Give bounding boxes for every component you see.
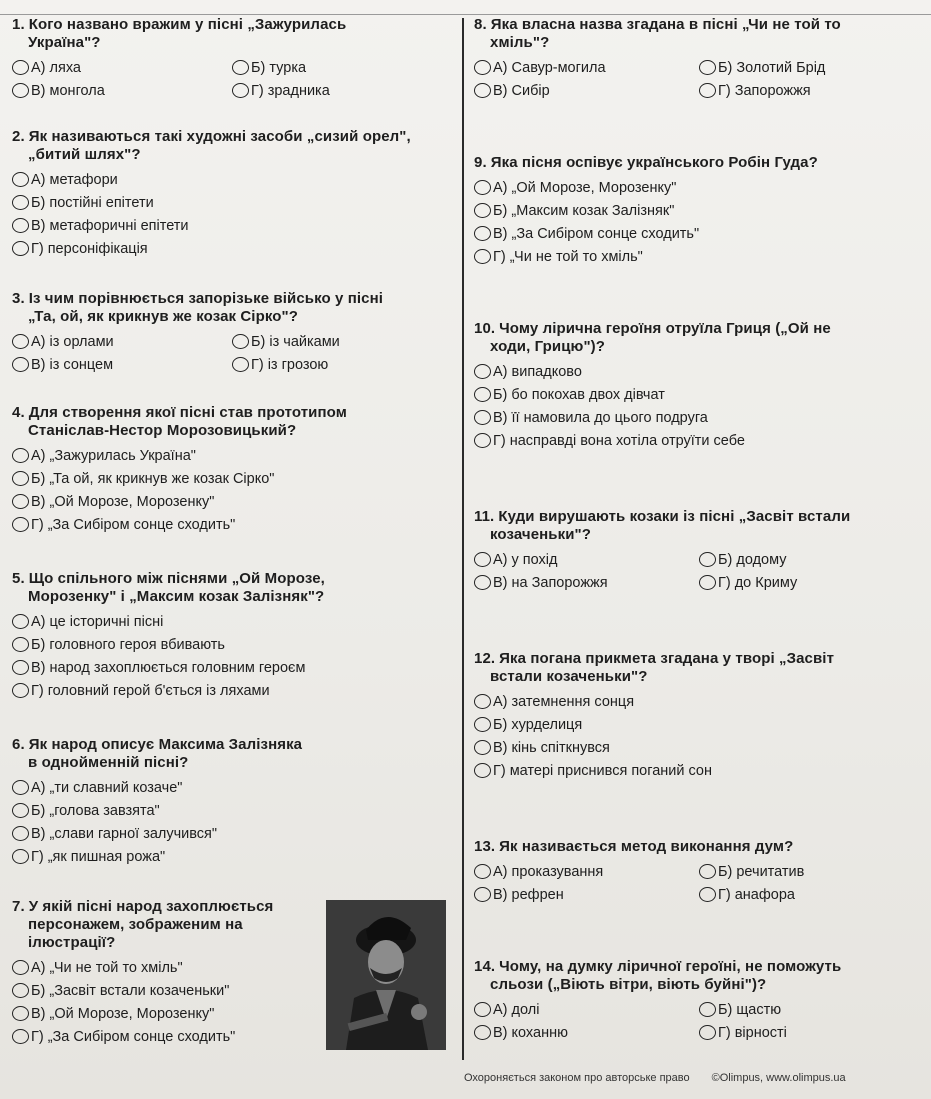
answer-option[interactable] [699,571,924,594]
answer-option-label: А) „Зажурилась Україна" [31,447,196,464]
answer-option[interactable] [12,214,452,237]
top-rule [0,14,931,15]
question-line: Чому лірична героїня отруїла Гриця („Ой не [499,320,831,337]
radio-circle-icon[interactable] [232,357,249,372]
question-7 [12,898,312,1048]
answer-option-label: В) „За Сибіром сонце сходить" [493,225,700,242]
answer-option[interactable] [699,548,924,571]
answer-option[interactable] [12,168,452,191]
answer-option[interactable] [12,1002,312,1025]
answer-option-label: В) із сонцем [31,356,114,373]
answer-option[interactable] [474,222,924,245]
answer-options [474,998,924,1044]
answer-option-label: Г) персоніфікація [31,240,148,257]
answer-option-label: В) „Ой Морозе, Морозенку" [31,493,215,510]
radio-circle-icon[interactable] [699,1002,716,1017]
answer-options [474,56,924,102]
radio-circle-icon[interactable] [12,357,29,372]
question-11 [474,508,924,594]
answer-option-label: Г) вірності [718,1024,787,1041]
answer-option-label: А) затемнення сонця [493,693,635,710]
answer-option[interactable] [699,860,924,883]
question-line: Яка власна назва згадана в пісні „Чи не той то [490,16,841,33]
question-line: Для створення якої пісні став прототипом [28,404,347,421]
radio-circle-icon[interactable] [474,694,491,709]
answer-option[interactable] [699,883,924,906]
answer-option-label: А) долі [493,1001,540,1018]
answer-option[interactable] [474,571,699,594]
radio-circle-icon[interactable] [474,226,491,241]
answer-option-label: В) „слави гарної залучився" [31,825,218,842]
answer-option[interactable] [474,406,924,429]
answer-option-label: Б) бо покохав двох дівчат [493,386,665,403]
question-number: 13. [474,838,496,855]
question-number: 11. [474,508,495,525]
question-text [474,838,924,856]
column-divider [462,18,464,1060]
answer-option[interactable] [12,79,232,102]
answer-option-label: Б) турка [251,59,307,76]
radio-circle-icon[interactable] [12,471,29,486]
answer-option[interactable] [474,429,924,452]
answer-option-label: Б) „Засвіт встали козаченьки" [31,982,230,999]
question-line: ілюстрації? [28,934,116,951]
footer [464,1072,931,1084]
answer-option[interactable] [474,713,924,736]
radio-circle-icon[interactable] [699,575,716,590]
answer-option[interactable] [474,56,699,79]
radio-circle-icon[interactable] [474,410,491,425]
question-12 [474,650,924,782]
answer-option[interactable] [232,79,452,102]
question-line: Як народ описує Максима Залізняка [28,736,303,753]
question-text [12,16,452,52]
radio-circle-icon[interactable] [12,494,29,509]
radio-circle-icon[interactable] [474,763,491,778]
answer-option-label: Г) головний герой б'ється із ляхами [31,682,270,699]
answer-options [12,956,312,1048]
question-line: Що спільного між піснями „Ой Морозе, [28,570,325,587]
question-text [12,128,452,164]
answer-option[interactable] [12,490,452,513]
question-9 [474,154,924,268]
answer-option[interactable] [12,330,232,353]
question-text [474,958,924,994]
answer-option[interactable] [474,1021,699,1044]
answer-option-label: Г) анафора [718,886,795,903]
answer-option-label: А) метафори [31,171,118,188]
radio-circle-icon[interactable] [12,960,29,975]
answer-options [12,444,452,536]
question-text [12,290,452,326]
question-text [474,650,924,686]
answer-option-label: Б) щастю [718,1001,782,1018]
answer-option[interactable] [232,56,452,79]
question-line: „битий шлях"? [28,146,141,163]
question-line: Яка погана прикмета згадана у творі „Засвіт [499,650,835,667]
radio-circle-icon[interactable] [474,364,491,379]
question-text [12,898,312,952]
answer-options [474,690,924,782]
answer-option[interactable] [12,191,452,214]
question-line: Куди вирушають козаки із пісні „Засвіт встали [498,508,851,525]
answer-option-label: В) монгола [31,82,105,99]
question-text [12,404,452,440]
radio-circle-icon[interactable] [474,740,491,755]
answer-option-label: Г) Запорожжя [718,82,811,99]
answer-option-label: А) Савур-могила [493,59,606,76]
answer-option[interactable] [12,956,312,979]
answer-option[interactable] [474,690,924,713]
question-line: сльози („Віють вітри, віють буйні")? [490,976,767,993]
radio-circle-icon[interactable] [12,803,29,818]
question-number: 2. [12,128,25,145]
answer-option-label: Г) зрадника [251,82,330,99]
radio-circle-icon[interactable] [699,1025,716,1040]
answer-option-label: Б) головного героя вбивають [31,636,225,653]
answer-option[interactable] [474,759,924,782]
answer-option[interactable] [12,610,452,633]
answer-options [474,360,924,452]
answer-option-label: В) кінь спіткнувся [493,739,610,756]
answer-option-label: Б) додому [718,551,787,568]
answer-option-label: Г) із грозою [251,356,329,373]
radio-circle-icon[interactable] [12,172,29,187]
question-line: У якій пісні народ захоплюється [28,898,274,915]
answer-options [12,610,452,702]
answer-option-label: Б) „Та ой, як крикнув же козак Сірко" [31,470,275,487]
question-number: 10. [474,320,496,337]
radio-circle-icon[interactable] [474,864,491,879]
question-4 [12,404,452,536]
answer-option[interactable] [699,79,924,102]
answer-option[interactable] [474,383,924,406]
question-line: встали козаченьки"? [490,668,648,685]
answer-option[interactable] [12,467,452,490]
answer-option-label: Б) речитатив [718,863,805,880]
question-number: 12. [474,650,496,667]
radio-circle-icon[interactable] [699,552,716,567]
answer-option[interactable] [699,998,924,1021]
radio-circle-icon[interactable] [474,180,491,195]
radio-circle-icon[interactable] [474,387,491,402]
question-number: 3. [12,290,25,307]
radio-circle-icon[interactable] [12,637,29,652]
question-10 [474,320,924,452]
answer-option[interactable] [12,237,452,260]
radio-circle-icon[interactable] [474,249,491,264]
radio-circle-icon[interactable] [12,826,29,841]
answer-option[interactable] [12,799,452,822]
question-line: в однойменній пісні? [28,754,189,771]
radio-circle-icon[interactable] [12,614,29,629]
radio-circle-icon[interactable] [474,1002,491,1017]
answer-option[interactable] [12,979,312,1002]
question-text [474,320,924,356]
question-number: 8. [474,16,487,33]
answer-option-label: Б) хурделиця [493,716,583,733]
answer-option-label: В) Сибір [493,82,550,99]
question-6 [12,736,452,868]
answer-option[interactable] [474,860,699,883]
answer-option-label: А) „ти славний козаче" [31,779,183,796]
radio-circle-icon[interactable] [474,83,491,98]
answer-option-label: Г) насправді вона хотіла отруїти себе [493,432,745,449]
radio-circle-icon[interactable] [474,433,491,448]
answer-option-label: Б) постійні епітети [31,194,154,211]
answer-option-label: Б) „голова завзята" [31,802,160,819]
radio-circle-icon[interactable] [232,334,249,349]
radio-circle-icon[interactable] [474,1025,491,1040]
answer-option-label: Г) „За Сибіром сонце сходить" [31,1028,236,1045]
radio-circle-icon[interactable] [12,1006,29,1021]
answer-option[interactable] [12,1025,312,1048]
answer-option-label: Б) Золотий Брід [718,59,826,76]
radio-circle-icon[interactable] [474,203,491,218]
radio-circle-icon[interactable] [12,83,29,98]
answer-option[interactable] [12,353,232,376]
cossack-portrait-icon [326,900,446,1050]
answer-option-label: А) у похід [493,551,558,568]
question-line: хміль"? [490,34,550,51]
copyright-note: Охороняється законом про авторське право [464,1072,690,1084]
question-line: персонажем, зображеним на [28,916,243,933]
question-text [12,736,452,772]
answer-option[interactable] [474,360,924,383]
question-line: Яка пісня оспівує українського Робін Гуда? [490,154,818,171]
answer-option-label: В) на Запорожжя [493,574,608,591]
answer-options [12,56,452,102]
question-line: Кого названо вражим у пісні „Зажурилась [28,16,347,33]
answer-option[interactable] [699,1021,924,1044]
question-number: 5. [12,570,25,587]
question-text [12,570,452,606]
question-line: Як називається метод виконання дум? [499,838,794,855]
radio-circle-icon[interactable] [12,683,29,698]
answer-options [474,176,924,268]
question-number: 9. [474,154,487,171]
radio-circle-icon[interactable] [699,83,716,98]
answer-option[interactable] [12,656,452,679]
answer-option[interactable] [12,633,452,656]
radio-circle-icon[interactable] [12,448,29,463]
radio-circle-icon[interactable] [12,241,29,256]
answer-options [12,168,452,260]
radio-circle-icon[interactable] [12,334,29,349]
question-2 [12,128,452,260]
answer-option-label: Г) матері приснився поганий сон [493,762,712,779]
radio-circle-icon[interactable] [699,887,716,902]
answer-option[interactable] [232,330,452,353]
question-number: 4. [12,404,25,421]
answer-option[interactable] [12,822,452,845]
answer-option-label: Г) „За Сибіром сонце сходить" [31,516,236,533]
answer-option-label: А) із орлами [31,333,114,350]
answer-options [12,330,452,376]
radio-circle-icon[interactable] [12,1029,29,1044]
answer-option-label: В) „Ой Морозе, Морозенку" [31,1005,215,1022]
question-line: Чому, на думку ліричної героїні, не поможуть [499,958,842,975]
answer-option-label: А) випадково [493,363,582,380]
answer-option-label: А) „Чи не той то хміль" [31,959,183,976]
radio-circle-icon[interactable] [12,218,29,233]
question-14 [474,958,924,1044]
radio-circle-icon[interactable] [12,195,29,210]
radio-circle-icon[interactable] [12,517,29,532]
answer-option[interactable] [12,845,452,868]
question-text [474,508,924,544]
question-number: 7. [12,898,25,915]
answer-option[interactable] [12,513,452,536]
question-line: Як називаються такі художні засоби „сизий орел", [28,128,411,145]
radio-circle-icon[interactable] [12,780,29,795]
answer-option[interactable] [474,245,924,268]
radio-circle-icon[interactable] [699,60,716,75]
publisher-link[interactable]: ©Olimpus, www.olimpus.ua [711,1072,846,1084]
answer-option[interactable] [232,353,452,376]
answer-option[interactable] [12,444,452,467]
answer-options [12,776,452,868]
radio-circle-icon[interactable] [232,60,249,75]
cossack-illustration [326,900,446,1050]
radio-circle-icon[interactable] [12,983,29,998]
answer-options [474,860,924,906]
answer-option[interactable] [474,79,699,102]
answer-option-label: Б) із чайками [251,333,340,350]
question-line: ходи, Грицю")? [490,338,606,355]
question-number: 6. [12,736,25,753]
answer-option[interactable] [699,56,924,79]
answer-option[interactable] [12,776,452,799]
question-13 [474,838,924,906]
answer-option-label: В) метафоричні епітети [31,217,189,234]
question-line: „Та, ой, як крикнув же козак Сірко"? [28,308,298,325]
radio-circle-icon[interactable] [474,60,491,75]
radio-circle-icon[interactable] [12,660,29,675]
answer-option-label: А) проказування [493,863,604,880]
question-number: 1. [12,16,25,33]
answer-option-label: В) рефрен [493,886,564,903]
question-text [474,16,924,52]
answer-option[interactable] [474,736,924,759]
question-line: Морозенку" і „Максим козак Залізняк"? [28,588,325,605]
answer-option-label: Г) до Криму [718,574,798,591]
question-5 [12,570,452,702]
radio-circle-icon[interactable] [474,887,491,902]
answer-options [474,548,924,594]
answer-option[interactable] [474,883,699,906]
answer-option-label: А) це історичні пісні [31,613,164,630]
radio-circle-icon[interactable] [474,717,491,732]
answer-option-label: В) коханню [493,1024,568,1041]
answer-option[interactable] [474,548,699,571]
question-3 [12,290,452,376]
radio-circle-icon[interactable] [232,83,249,98]
answer-option[interactable] [474,998,699,1021]
question-text [474,154,924,172]
question-line: Із чим порівнюється запорізьке військо у пісні [28,290,384,307]
answer-option-label: А) ляха [31,59,81,76]
answer-option[interactable] [474,199,924,222]
answer-option[interactable] [12,679,452,702]
answer-option[interactable] [12,56,232,79]
answer-option[interactable] [474,176,924,199]
radio-circle-icon[interactable] [12,849,29,864]
question-line: Україна"? [28,34,101,51]
answer-option-label: В) народ захоплюється головним героєм [31,659,306,676]
answer-option-label: Г) „Чи не той то хміль" [493,248,643,265]
radio-circle-icon[interactable] [474,552,491,567]
answer-option-label: Г) „як пишная рожа" [31,848,166,865]
question-number: 14. [474,958,496,975]
question-line: Станіслав-Нестор Морозовицький? [28,422,297,439]
radio-circle-icon[interactable] [474,575,491,590]
answer-option-label: В) її намовила до цього подруга [493,409,708,426]
radio-circle-icon[interactable] [12,60,29,75]
question-line: козаченьки"? [490,526,592,543]
question-8 [474,16,924,102]
answer-option-label: А) „Ой Морозе, Морозенку" [493,179,677,196]
answer-option-label: Б) „Максим козак Залізняк" [493,202,675,219]
question-1 [12,16,452,102]
radio-circle-icon[interactable] [699,864,716,879]
